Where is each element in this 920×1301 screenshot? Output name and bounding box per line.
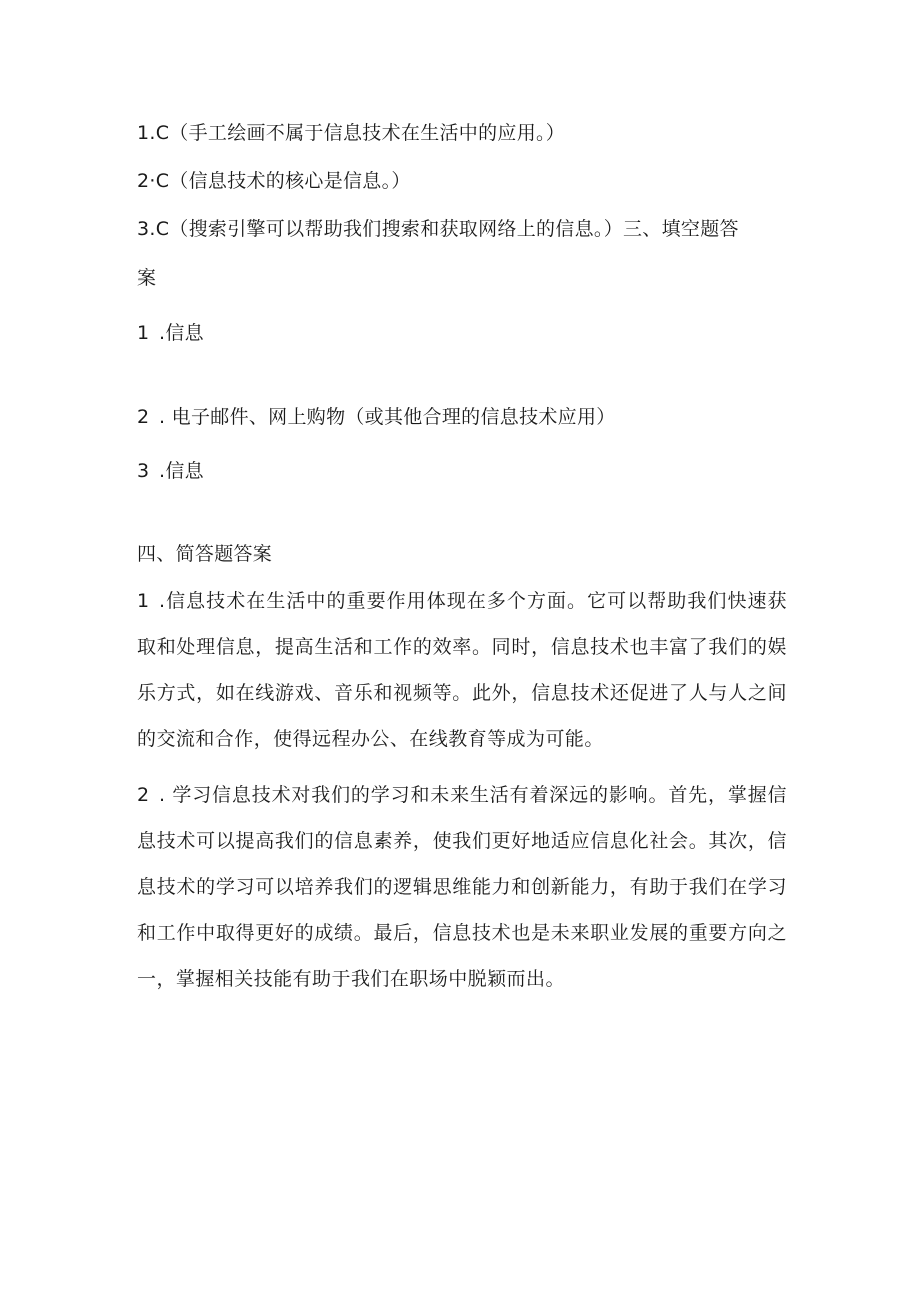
fill-answer-1 xyxy=(137,320,204,346)
short-answer-text: .信息技术在生活中的重要作用体现在多个方面。它可以帮助我们快速获取和处理信息，提高生活和工作的效率。同时，信息技术也丰富了我们的娱乐方式，如在线游戏、音乐和视频等。此外，信息技术还促进了人与人之间的交流和合作，使得远程办公、在线教育等成为可能。 xyxy=(137,590,787,750)
section-heading-short-answers: 四、简答题答案 xyxy=(137,543,273,565)
choice-answer-3: 3.C（搜索引擎可以帮助我们搜索和获取网络上的信息。）三、填空题答 xyxy=(137,218,739,240)
choice-answer-2: 2·C（信息技术的核心是信息。） xyxy=(137,170,411,192)
fill-answer-text: . 电子邮件、网上购物（或其他合理的信息技术应用） xyxy=(159,406,616,428)
short-answer-1 xyxy=(137,578,787,762)
choice-answer-3-continued: 案 xyxy=(137,267,157,289)
short-answer-text: . 学习信息技术对我们的学习和未来生活有着深远的影响。首先，掌握信息技术可以提高我们的信息素养，使我们更好地适应信息化社会。其次，信息技术的学习可以培养我们的逻辑思维能力和创新能力，有助于我们在学习和工作中取得更好的成绩。最后，信息技术也是未来职业发展的重要方向之一，掌握相关技能有助于我们在职场中脱颖而出。 xyxy=(137,784,787,990)
short-answer-number: 2 xyxy=(137,784,150,806)
fill-answer-number: 2 xyxy=(137,406,150,428)
fill-answer-text: .信息 xyxy=(159,460,204,482)
fill-answer-number: 1 xyxy=(137,322,150,344)
fill-answer-text: .信息 xyxy=(159,322,204,344)
choice-answer-1: 1.C（手工绘画不属于信息技术在生活中的应用。） xyxy=(137,122,566,144)
fill-answer-number: 3 xyxy=(137,460,150,482)
short-answer-number: 1 xyxy=(137,590,150,612)
fill-answer-2 xyxy=(137,404,616,430)
fill-answer-3 xyxy=(137,458,204,484)
short-answer-2 xyxy=(137,772,787,1002)
